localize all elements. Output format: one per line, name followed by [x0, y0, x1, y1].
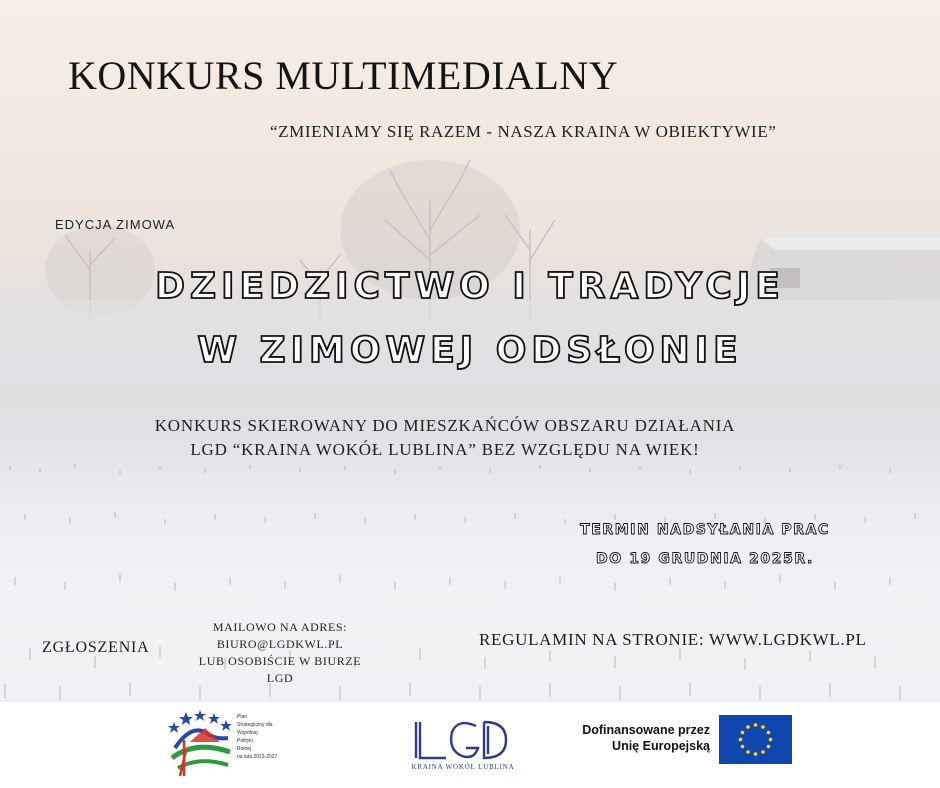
psp-text-line: Polityki [237, 738, 253, 744]
description-line-2: LGD “KRAINA WOKÓŁ LUBLINA” BEZ WZGLĘDU NA WIEK! [190, 440, 700, 459]
contact-email-link[interactable]: BIURO@LGDKWL.PL [216, 637, 344, 651]
psp-text-line: Rolnej [237, 746, 252, 752]
eu-funding-line-2: Unię Europejską [612, 739, 710, 753]
edition-label: EDYCJA ZIMOWA [55, 217, 176, 232]
description-line-1: KONKURS SKIEROWANY DO MIESZKAŃCÓW OBSZARU DZIAŁANIA [154, 416, 736, 435]
deadline-line-1: TERMIN NADSYŁANIA PRAC [580, 522, 830, 538]
submissions-label: ZGŁOSZENIA [42, 639, 150, 656]
headline-line-2: W ZIMOWEJ ODSŁONIE [197, 330, 743, 371]
headline-line-1: DZIEDZICTWO I TRADYCJE [155, 266, 785, 307]
sponsor-footer-bar [0, 702, 940, 788]
contact-line: MAILOWO NA ADRES: [212, 620, 348, 634]
deadline-line-2: DO 19 GRUDNIA 2025R. [596, 551, 814, 567]
psp-text-line: na lata 2023-2027 [237, 754, 278, 760]
page-title: KONKURS MULTIMEDIALNY [68, 53, 619, 98]
psp-logo-text [237, 713, 297, 761]
psp-text-line: Plan [237, 714, 248, 720]
psp-text-line: Wspólnej [237, 730, 258, 736]
contact-line: LUB OSOBIŚCIE W BIURZE [198, 654, 362, 668]
eu-funding-text [560, 722, 710, 754]
contest-subtitle: “ZMIENIAMY SIĘ RAZEM - NASZA KRAINA W OBIEKTYWIE” [270, 122, 777, 141]
lgd-logo-caption: KRAINA WOKÓŁ LUBLINA [411, 763, 515, 771]
rules-website-link[interactable]: REGULAMIN NA STRONIE: WWW.LGDKWL.PL [479, 630, 867, 649]
psp-text-line: Strategiczny dla [237, 722, 273, 728]
contact-line: LGD [266, 671, 294, 685]
eu-funding-line-1: Dofinansowane przez [582, 723, 710, 737]
